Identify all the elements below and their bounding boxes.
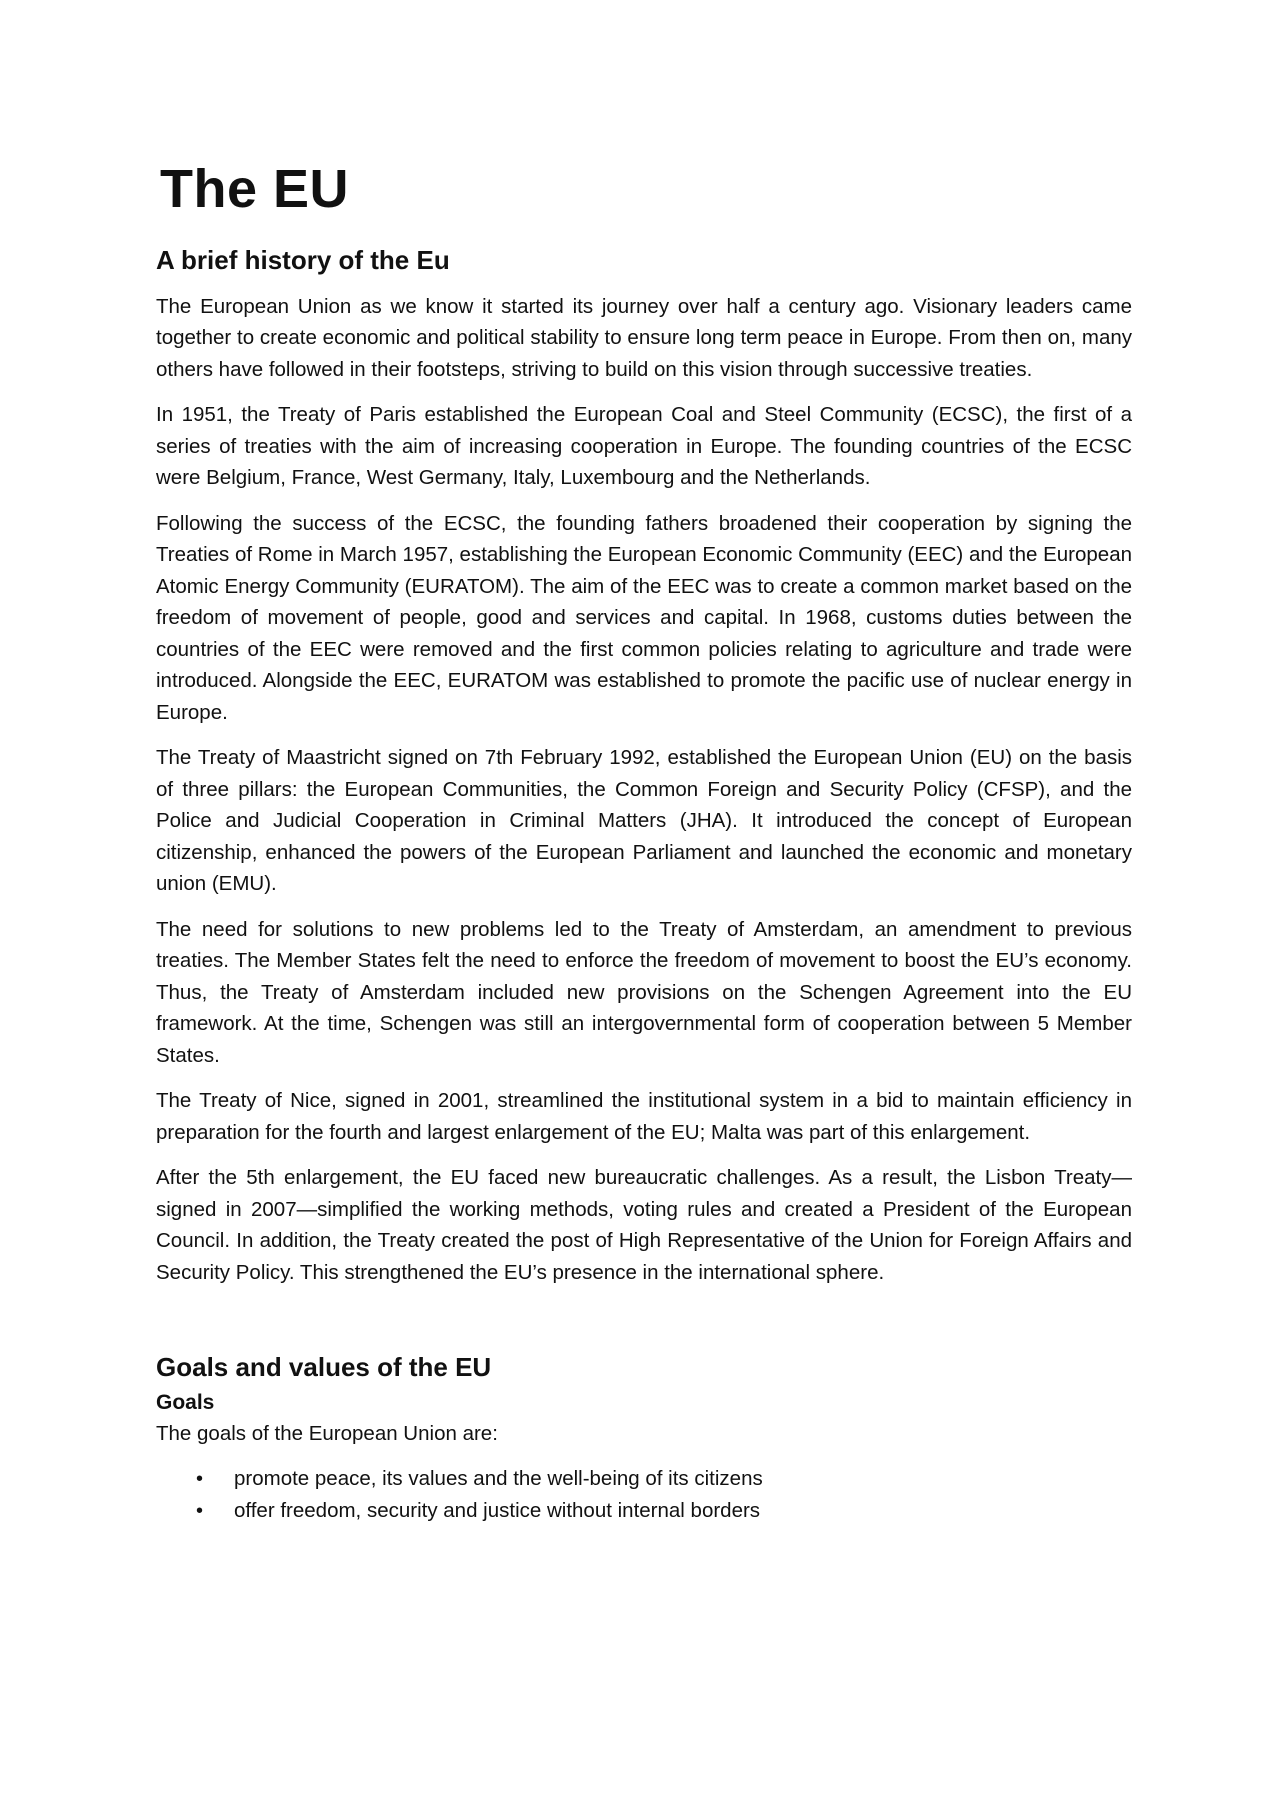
history-paragraph-6: The Treaty of Nice, signed in 2001, streamlined the institutional system in a bid to maintain efficiency in preparation for the fourth and largest enlargement of the EU; Malta was part of this enlargement. (156, 1089, 1132, 1144)
bullet-icon: • (196, 1500, 204, 1523)
document-title: The EU (160, 159, 350, 219)
history-paragraph-7: After the 5th enlargement, the EU faced new bureaucratic challenges. As a result, the Lisbon Treaty—signed in 2007—simplified the working methods, voting rules and created a President of the European Council. In addition, the Treaty created the post of High Representative of the Union for Foreign Affairs and Security Policy. This strengthened the EU’s presence in the international sphere. (156, 1166, 1132, 1284)
goals-intro: The goals of the European Union are: (156, 1422, 498, 1446)
goals-values-heading: Goals and values of the EU (156, 1352, 492, 1383)
goals-values-section (156, 1352, 1132, 1527)
goals-subheading: Goals (156, 1391, 215, 1415)
history-paragraph-2: In 1951, the Treaty of Paris established the European Coal and Steel Community (ECSC), the first of a series of treaties with the aim of increasing cooperation in Europe. The founding countries of the ECSC were Belgium, France, West Germany, Italy, Luxembourg and the Netherlands. (156, 403, 1132, 490)
history-paragraph-3: Following the success of the ECSC, the founding fathers broadened their cooperation by signing the Treaties of Rome in March 1957, establishing the European Economic Community (EEC) and the European Atomic Energy Community (EURATOM). The aim of the EEC was to create a common market based on the freedom of movement of people, good and services and capital. In 1968, customs duties between the countries of the EEC were removed and the first common policies relating to agriculture and trade were introduced. Alongside the EEC, EURATOM was established to promote the pacific use of nuclear energy in Europe. (156, 511, 1132, 724)
goals-list-item (196, 1463, 1132, 1495)
history-paragraph-4: The Treaty of Maastricht signed on 7th February 1992, established the European Union (EU) on the basis of three pillars: the European Communities, the Common Foreign and Security Policy (CFSP), and the Police and Judicial Cooperation in Criminal Matters (JHA). It introduced the concept of European citizenship, enhanced the powers of the European Parliament and launched the economic and monetary union (EMU). (156, 746, 1132, 896)
document-page (156, 160, 1132, 1527)
goals-list (156, 1463, 1132, 1527)
bullet-icon: • (196, 1468, 204, 1491)
history-heading: A brief history of the Eu (156, 245, 450, 276)
history-section (156, 245, 1132, 1288)
goals-list-item-text: offer freedom, security and justice without internal borders (234, 1499, 761, 1523)
goals-list-item (196, 1495, 1132, 1527)
goals-list-item-text: promote peace, its values and the well-being of its citizens (234, 1467, 763, 1491)
history-paragraph-5: The need for solutions to new problems led to the Treaty of Amsterdam, an amendment to previous treaties. The Member States felt the need to enforce the freedom of movement to boost the EU’s economy. Thus, the Treaty of Amsterdam included new provisions on the Schengen Agreement into the EU framework. At the time, Schengen was still an intergovernmental form of cooperation between 5 Member States. (156, 917, 1132, 1067)
history-paragraph-1: The European Union as we know it started its journey over half a century ago. Visionary leaders came together to create economic and political stability to ensure long term peace in Europe. From then on, many others have followed in their footsteps, striving to build on this vision through successive treaties. (156, 294, 1132, 381)
